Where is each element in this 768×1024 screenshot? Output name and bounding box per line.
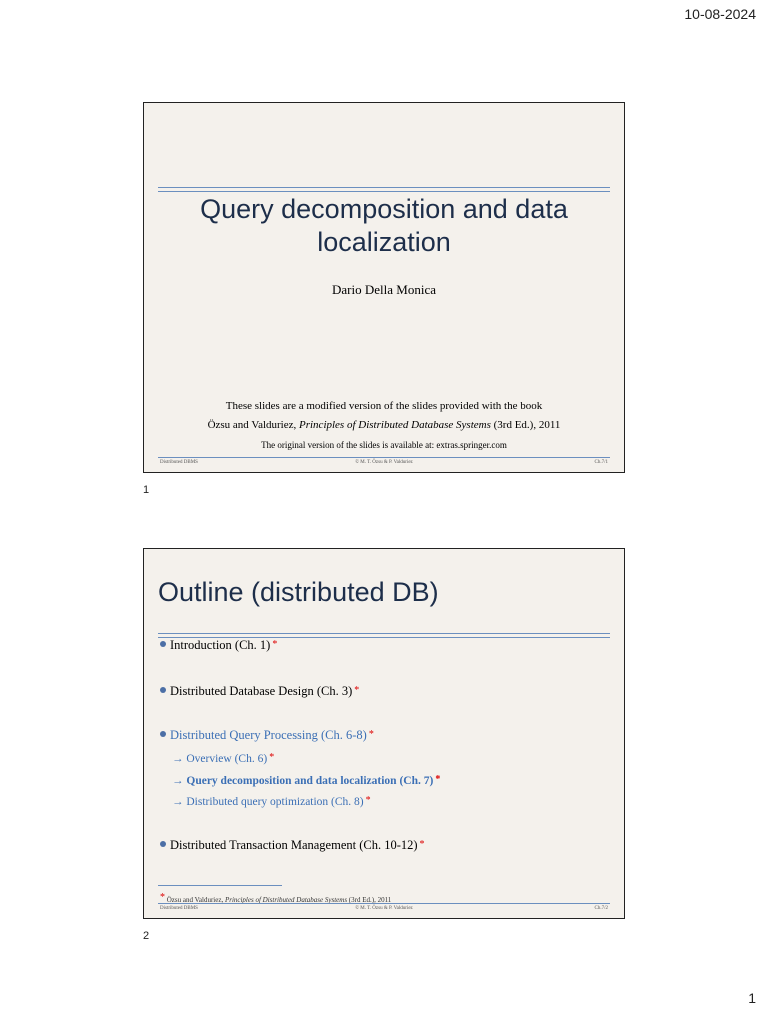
footer-right: Ch.7/2 [594, 906, 608, 911]
slide-title-line-2: localization [317, 227, 451, 257]
slide-number: 1 [143, 484, 150, 496]
bullet-icon [160, 641, 166, 647]
bullet-item: Distributed Query Processing (Ch. 6-8) * [160, 728, 374, 743]
footer-rule [158, 457, 610, 458]
bullet-item: Distributed Transaction Management (Ch. 10-12) * [160, 838, 425, 853]
slide-1 [143, 102, 625, 473]
bullet-icon [160, 687, 166, 693]
footer-center: © M. T. Özsu & P. Valduriez [355, 460, 413, 465]
title-rule [158, 187, 610, 188]
title-rule-secondary [158, 191, 610, 192]
footer-center: © M. T. Özsu & P. Valduriez [355, 906, 413, 911]
page-date: 10-08-2024 [684, 6, 756, 22]
author: Dario Della Monica [332, 282, 436, 297]
footer-left: Distributed DBMS [160, 906, 198, 911]
bullet-icon [160, 731, 166, 737]
bullet-icon [160, 841, 166, 847]
footer-rule [158, 903, 610, 904]
credit-note-line-2: Özsu and Valduriez, Principles of Distributed Database Systems (3rd Ed.), 2011 [207, 419, 561, 431]
footnote: * Özsu and Valduriez, Principles of Distributed Database Systems (3rd Ed.), 2011 [160, 892, 392, 904]
footer-right: Ch.7/1 [594, 460, 608, 465]
slide-title-line-1: Query decomposition and data [200, 194, 568, 224]
slide-number: 2 [143, 930, 150, 942]
credit-note-line-3: The original version of the slides is available at: extras.springer.com [261, 440, 507, 450]
footer-left: Distributed DBMS [160, 460, 198, 465]
page-number: 1 [748, 990, 756, 1006]
slide-title [144, 193, 624, 259]
sub-item: → Query decomposition and data localization (Ch. 7) * [172, 774, 441, 787]
footnote-rule [158, 885, 282, 886]
bullet-item: Introduction (Ch. 1) * [160, 638, 277, 653]
slide-footer [158, 460, 610, 469]
sub-item: → Distributed query optimization (Ch. 8) * [172, 795, 371, 808]
slide-title: Outline (distributed DB) [158, 577, 439, 607]
slide-footer [158, 906, 610, 915]
slide-2 [143, 548, 625, 919]
bullet-item: Distributed Database Design (Ch. 3) * [160, 684, 359, 699]
sub-item: → Overview (Ch. 6) * [172, 752, 275, 765]
credit-note-line-1: These slides are a modified version of the slides provided with the book [225, 400, 543, 412]
title-rule [158, 633, 610, 634]
